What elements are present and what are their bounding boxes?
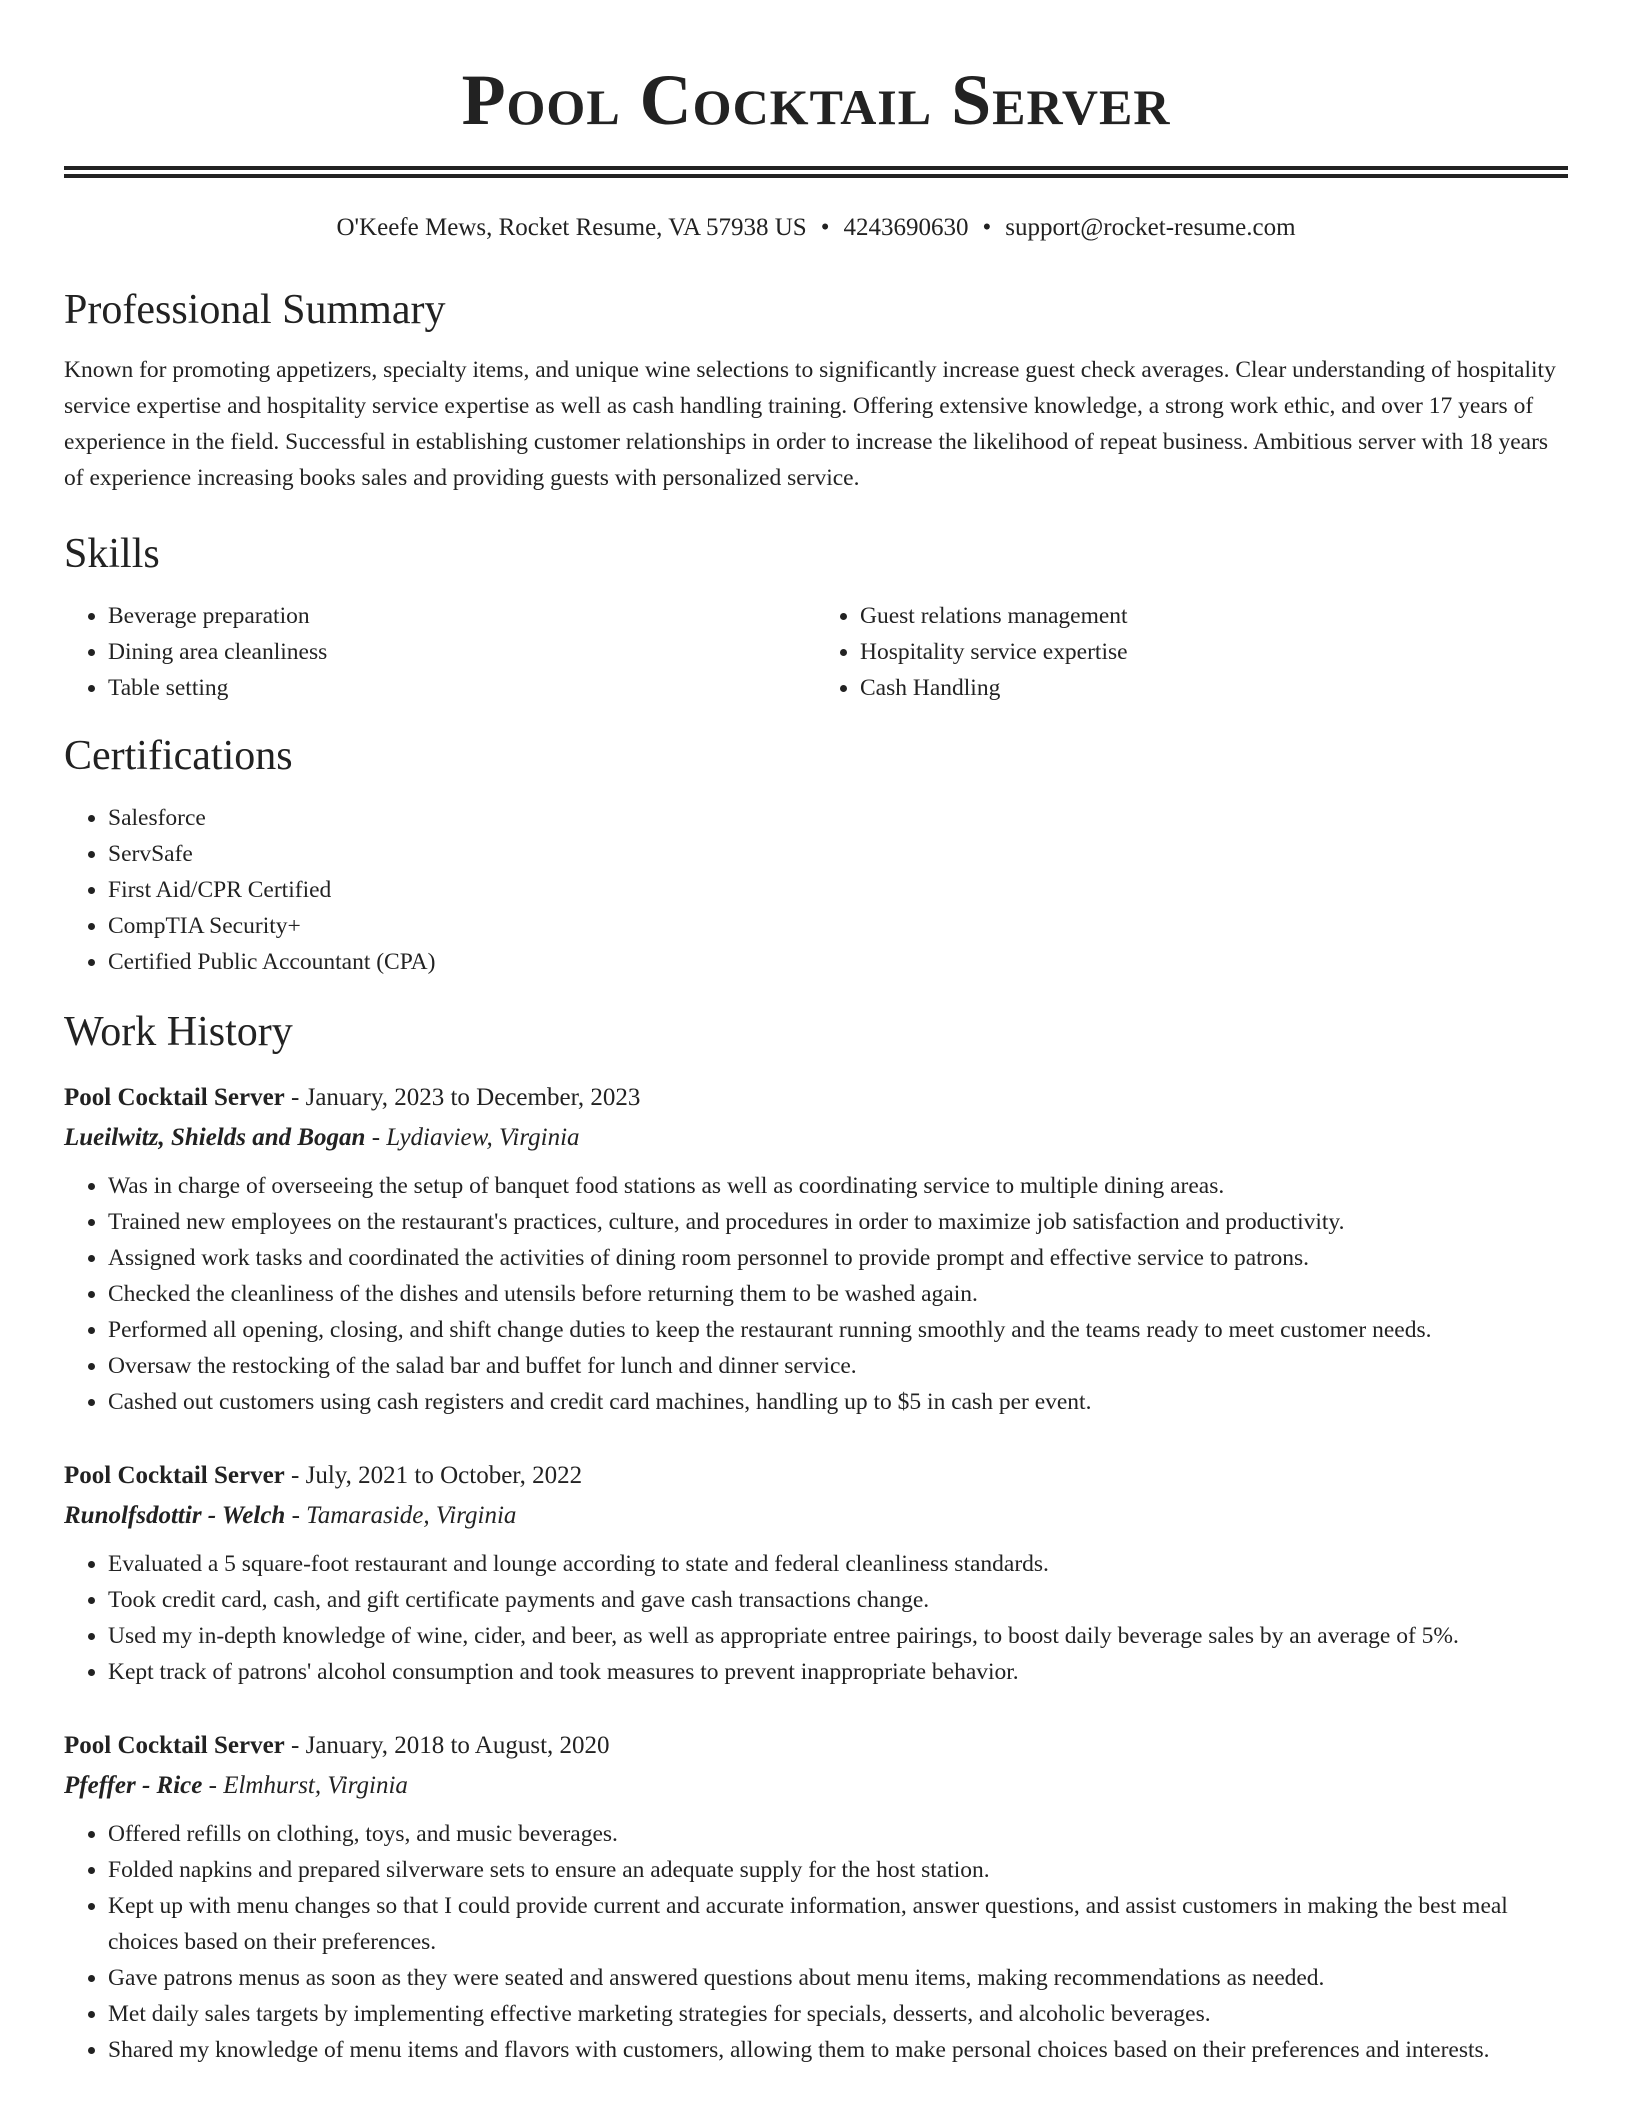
skill-item: • Guest relations management bbox=[860, 598, 1568, 634]
job-bullet: • Took credit card, cash, and gift certificate payments and gave cash transactions change. bbox=[108, 1582, 1568, 1618]
skills-heading: Skills bbox=[64, 531, 160, 577]
job-bullet: • Assigned work tasks and coordinated the activities of dining room personnel to provide prompt and effective service to patrons. bbox=[108, 1240, 1568, 1276]
skill-item: • Cash Handling bbox=[860, 670, 1568, 706]
job-dates: July, 2021 to October, 2022 bbox=[305, 1462, 583, 1489]
job-entry bbox=[64, 1726, 1568, 2068]
job-title-line bbox=[64, 1078, 1568, 1118]
skills-section bbox=[64, 528, 1568, 706]
job-bullet: • Gave patrons menus as soon as they were seated and answered questions about menu items, making recommendations as needed. bbox=[108, 1960, 1568, 1996]
job-dates: January, 2018 to August, 2020 bbox=[305, 1732, 610, 1759]
contact-line bbox=[64, 212, 1568, 244]
job-title: Pool Cocktail Server bbox=[64, 1084, 285, 1111]
job-location: Lydiaview, Virginia bbox=[386, 1124, 580, 1151]
job-bullet: • Kept track of patrons' alcohol consumption and took measures to prevent inappropriate behavior. bbox=[108, 1654, 1568, 1690]
job-company-line bbox=[64, 1766, 1568, 1806]
skill-item: • Dining area cleanliness bbox=[108, 634, 816, 670]
work-history-heading: Work History bbox=[64, 1009, 293, 1055]
certification-item: • Salesforce bbox=[108, 800, 1568, 836]
job-title: Pool Cocktail Server bbox=[64, 1732, 285, 1759]
job-bullet-list bbox=[64, 1546, 1568, 1690]
contact-address: O'Keefe Mews, Rocket Resume, VA 57938 US bbox=[336, 214, 807, 241]
job-title-line bbox=[64, 1456, 1568, 1496]
job-dash: - bbox=[284, 1084, 306, 1111]
job-company: Lueilwitz, Shields and Bogan bbox=[64, 1124, 366, 1151]
skills-right-list bbox=[816, 598, 1568, 706]
summary-section bbox=[64, 284, 1568, 496]
skills-left-list bbox=[64, 598, 816, 706]
contact-phone: 4243690630 bbox=[843, 214, 969, 241]
certifications-list bbox=[64, 800, 1568, 980]
job-bullet: • Used my in-depth knowledge of wine, cider, and beer, as well as appropriate entree pairings, to boost daily beverage sales by an average of 5%. bbox=[108, 1618, 1568, 1654]
job-title-line bbox=[64, 1726, 1568, 1766]
job-company-line bbox=[64, 1118, 1568, 1158]
job-company: Pfeffer - Rice bbox=[64, 1772, 203, 1799]
job-dates: January, 2023 to December, 2023 bbox=[305, 1084, 641, 1111]
job-bullet: • Checked the cleanliness of the dishes and utensils before returning them to be washed again. bbox=[108, 1276, 1568, 1312]
job-bullet: • Trained new employees on the restaurant's practices, culture, and procedures in order to maximize job satisfaction and productivity. bbox=[108, 1204, 1568, 1240]
contact-separator: • bbox=[820, 214, 830, 241]
header-rule-top bbox=[64, 166, 1568, 170]
skills-columns bbox=[64, 598, 1568, 706]
job-bullet: • Was in charge of overseeing the setup of banquet food stations as well as coordinating service to multiple dining areas. bbox=[108, 1168, 1568, 1204]
job-bullet-list bbox=[64, 1168, 1568, 1420]
job-dash: - bbox=[284, 1732, 306, 1759]
job-title: Pool Cocktail Server bbox=[64, 1462, 285, 1489]
job-entry bbox=[64, 1456, 1568, 1690]
job-dash: - bbox=[284, 1462, 306, 1489]
skill-item: • Beverage preparation bbox=[108, 598, 816, 634]
job-bullet: • Kept up with menu changes so that I could provide current and accurate information, answer questions, and assist customers in making the best meal choices based on their preferences. bbox=[108, 1888, 1568, 1960]
certification-item: • CompTIA Security+ bbox=[108, 908, 1568, 944]
work-history-section bbox=[64, 1006, 1568, 2068]
job-bullet: • Performed all opening, closing, and shift change duties to keep the restaurant running smoothly and the teams ready to meet customer needs. bbox=[108, 1312, 1568, 1348]
summary-heading: Professional Summary bbox=[64, 287, 446, 333]
candidate-name: Pool Cocktail Server bbox=[461, 60, 1171, 140]
job-dash: - bbox=[202, 1772, 224, 1799]
job-dash: - bbox=[365, 1124, 387, 1151]
job-company-line bbox=[64, 1496, 1568, 1536]
job-location: Tamaraside, Virginia bbox=[306, 1502, 517, 1529]
skill-item: • Hospitality service expertise bbox=[860, 634, 1568, 670]
header-rule-bottom bbox=[64, 174, 1568, 178]
job-bullet: • Met daily sales targets by implementing effective marketing strategies for specials, desserts, and alcoholic beverages. bbox=[108, 1996, 1568, 2032]
certification-item: • Certified Public Accountant (CPA) bbox=[108, 944, 1568, 980]
contact-separator: • bbox=[982, 214, 992, 241]
certification-item: • First Aid/CPR Certified bbox=[108, 872, 1568, 908]
job-bullet: • Cashed out customers using cash registers and credit card machines, handling up to $5 in cash per event. bbox=[108, 1384, 1568, 1420]
resume-page bbox=[64, 0, 1568, 2068]
skill-item: • Table setting bbox=[108, 670, 816, 706]
job-bullet: • Folded napkins and prepared silverware sets to ensure an adequate supply for the host station. bbox=[108, 1852, 1568, 1888]
job-location: Elmhurst, Virginia bbox=[223, 1772, 408, 1799]
job-bullet: • Evaluated a 5 square-foot restaurant and lounge according to state and federal cleanliness standards. bbox=[108, 1546, 1568, 1582]
job-dash: - bbox=[285, 1502, 307, 1529]
certifications-section bbox=[64, 730, 1568, 980]
certification-item: • ServSafe bbox=[108, 836, 1568, 872]
job-company: Runolfsdottir - Welch bbox=[64, 1502, 286, 1529]
contact-email: support@rocket-resume.com bbox=[1005, 214, 1296, 241]
job-bullet-list bbox=[64, 1816, 1568, 2068]
summary-text: Known for promoting appetizers, specialty items, and unique wine selections to significantly increase guest check averages. Clear understanding of hospitality service expertise and hospitality service expertise as well as cash handling training. Offering extensive knowledge, a strong work ethic, and over 17 years of experience in the field. Successful in establishing customer relationships in order to increase the likelihood of repeat business. Ambitious server with 18 years of experience increasing books sales and providing guests with personalized service. bbox=[64, 357, 1556, 491]
job-entry bbox=[64, 1078, 1568, 1420]
job-bullet: • Oversaw the restocking of the salad bar and buffet for lunch and dinner service. bbox=[108, 1348, 1568, 1384]
certifications-heading: Certifications bbox=[64, 733, 293, 779]
job-bullet: • Offered refills on clothing, toys, and music beverages. bbox=[108, 1816, 1568, 1852]
job-bullet: • Shared my knowledge of menu items and flavors with customers, allowing them to make personal choices based on their preferences and interests. bbox=[108, 2032, 1568, 2068]
